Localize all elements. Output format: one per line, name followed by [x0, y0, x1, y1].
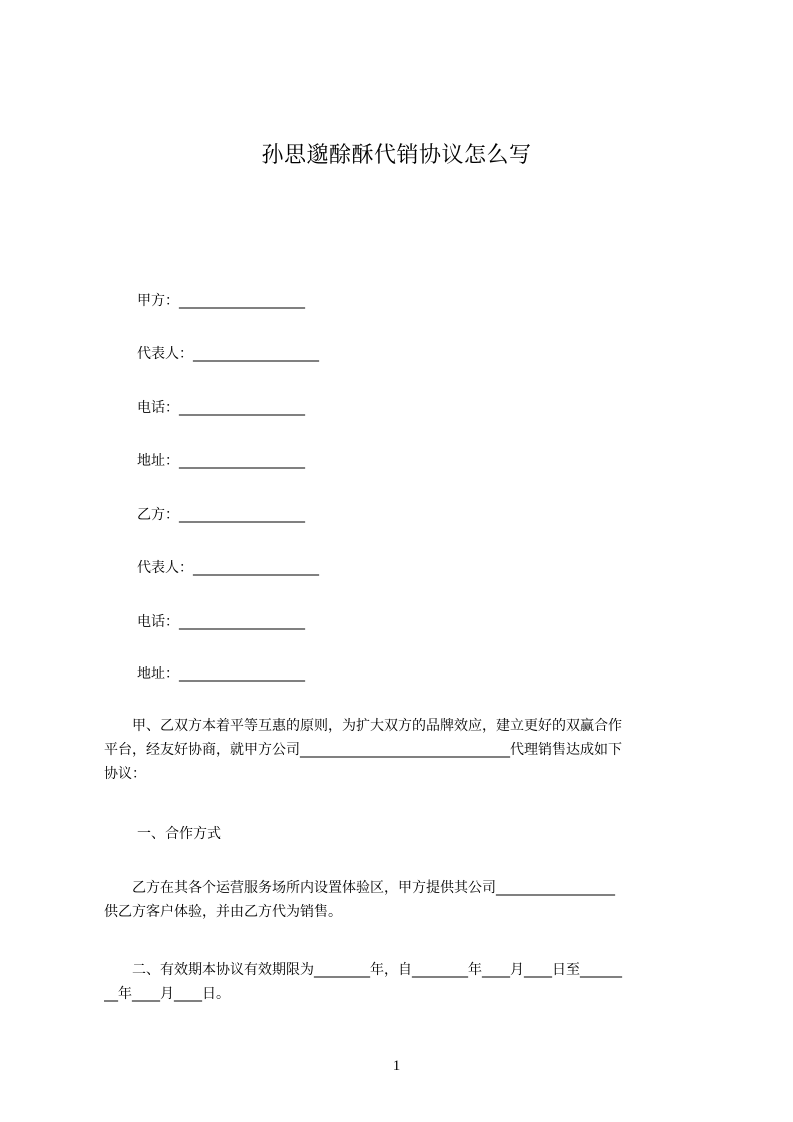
party-b-phone-field: 电话：__________________	[137, 614, 305, 630]
section-1-paragraph	[104, 876, 704, 924]
party-a-field: 甲方：__________________	[137, 293, 305, 309]
section-2-paragraph	[104, 958, 704, 1006]
party-a-representative-field: 代表人：__________________	[137, 346, 319, 362]
party-b-address-field: 地址：__________________	[137, 666, 305, 682]
intro-paragraph	[104, 714, 704, 786]
intro-line-2: 平台，经友好协商，就甲方公司______________________________代理销售达成如下	[104, 742, 622, 758]
section-2-line-2: __年____月____日。	[104, 986, 230, 1002]
section-1-line-1: 乙方在其各个运营服务场所内设置体验区，甲方提供其公司_________________	[104, 880, 615, 896]
section-1-heading: 一、合作方式	[137, 826, 221, 842]
document-title: 孙思邈酴酥代销协议怎么写	[261, 143, 532, 168]
party-a-phone-field: 电话：__________________	[137, 400, 305, 416]
party-b-field: 乙方：__________________	[137, 507, 305, 523]
page-number: 1	[392, 1058, 401, 1074]
party-b-representative-field: 代表人：__________________	[137, 560, 319, 576]
intro-line-1: 甲、乙双方本着平等互惠的原则，为扩大双方的品牌效应，建立更好的双赢合作	[104, 718, 622, 734]
section-1-line-2: 供乙方客户体验，并由乙方代为销售。	[104, 904, 342, 920]
section-2-line-1: 二、有效期本协议有效期限为________年，自________年____月____日至______	[104, 962, 622, 978]
party-a-address-field: 地址：__________________	[137, 453, 305, 469]
intro-line-3: 协议：	[104, 766, 146, 782]
